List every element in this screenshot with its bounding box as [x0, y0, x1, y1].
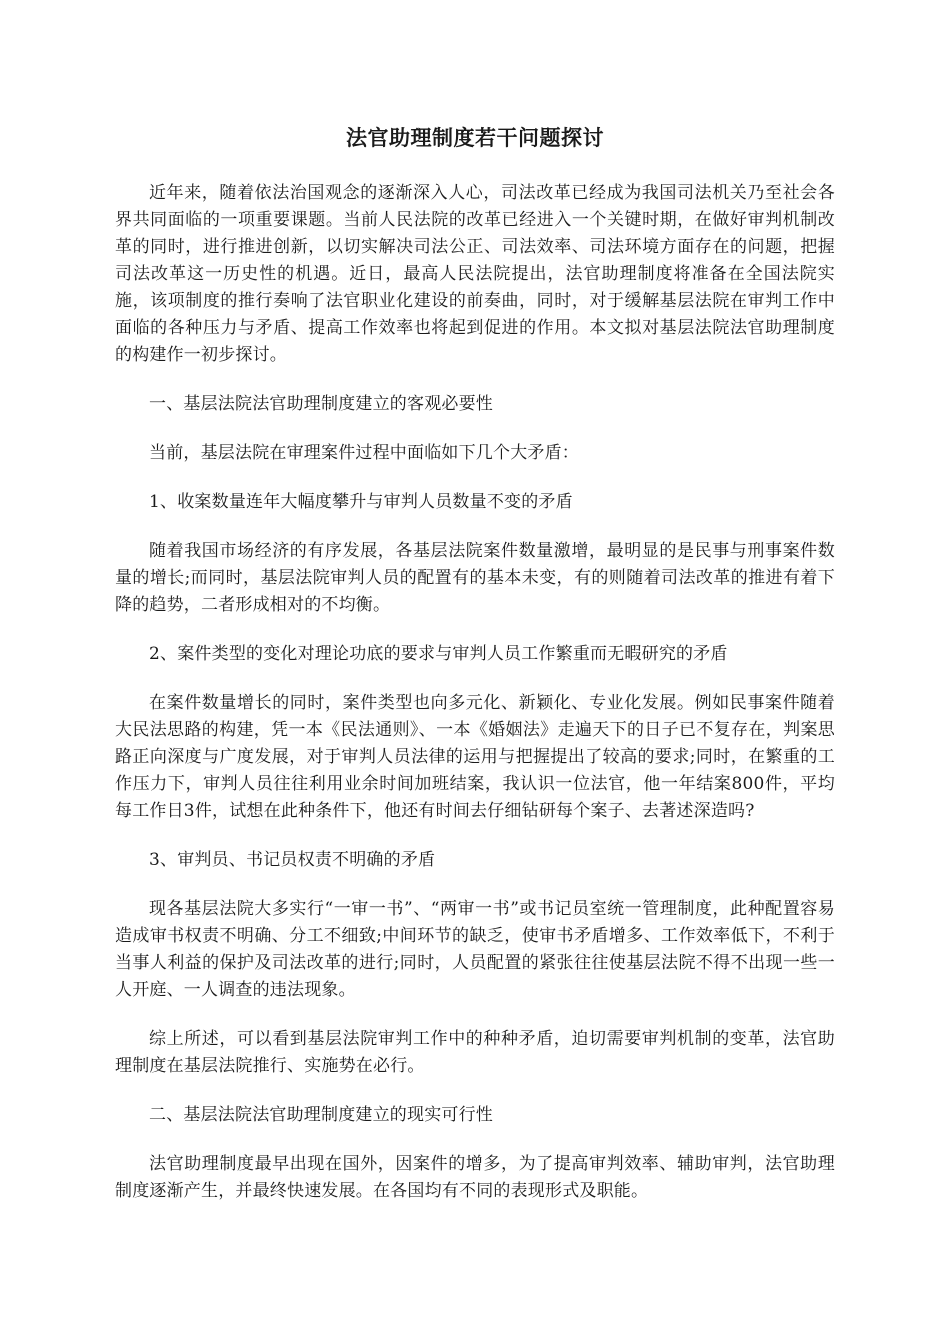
section-heading-1: 一、基层法院法官助理制度建立的客观必要性 [149, 394, 493, 414]
subsection-heading-2: 2、案件类型的变化对理论功底的要求与审判人员工作繁重而无暇研究的矛盾 [149, 644, 728, 664]
document-title: 法官助理制度若干问题探讨 [346, 126, 604, 150]
section-heading-2: 二、基层法院法官助理制度建立的现实可行性 [149, 1105, 493, 1125]
summary-paragraph: 综上所述，可以看到基层法院审判工作中的种种矛盾，迫切需要审判机制的变革，法官助理制度在基层法院推行、实施势在必行。 [115, 1029, 835, 1076]
body-paragraph: 随着我国市场经济的有序发展，各基层法院案件数量激增，最明显的是民事与刑事案件数量的增长;而同时，基层法院审判人员的配置有的基本未变，有的则随着司法改革的推进有着下降的趋势，二者形成相对的不均衡。 [115, 541, 835, 615]
document-body [115, 118, 835, 1227]
body-paragraph: 在案件数量增长的同时，案件类型也向多元化、新颖化、专业化发展。例如民事案件随着大民法思路的构建，凭一本《民法通则》、一本《婚姻法》走遍天下的日子已不复存在，判案思路正向深度与广度发展，对于审判人员法律的运用与把握提出了较高的要求;同时，在繁重的工作压力下，审判人员往往利用业余时间加班结案，我认识一位法官，他一年结案800件，平均每工作日3件，试想在此种条件下，他还有时间去仔细钻研每个案子、去著述深造吗? [115, 693, 835, 821]
intro-paragraph: 近年来，随着依法治国观念的逐渐深入人心，司法改革已经成为我国司法机关乃至社会各界共同面临的一项重要课题。当前人民法院的改革已经进入一个关键时期，在做好审判机制改革的同时，进行推进创新，以切实解决司法公正、司法效率、司法环境方面存在的问题，把握司法改革这一历史性的机遇。近日，最高人民法院提出，法官助理制度将准备在全国法院实施，该项制度的推行奏响了法官职业化建设的前奏曲，同时，对于缓解基层法院在审判工作中面临的各种压力与矛盾、提高工作效率也将起到促进的作用。本文拟对基层法院法官助理制度的构建作一初步探讨。 [115, 183, 835, 365]
body-paragraph: 当前，基层法院在审理案件过程中面临如下几个大矛盾： [149, 443, 579, 463]
body-paragraph: 现各基层法院大多实行“一审一书”、“两审一书”或书记员室统一管理制度，此种配置容易造成审书权责不明确、分工不细致;中间环节的缺乏，使审书矛盾增多、工作效率低下，不利于当事人利益的保护及司法改革的进行;同时，人员配置的紧张往往使基层法院不得不出现一些一人开庭、一人调查的违法现象。 [115, 899, 835, 1000]
subsection-heading-1: 1、收案数量连年大幅度攀升与审判人员数量不变的矛盾 [149, 492, 573, 512]
subsection-heading-3: 3、审判员、书记员权责不明确的矛盾 [149, 850, 436, 870]
body-paragraph: 法官助理制度最早出现在国外，因案件的增多，为了提高审判效率、辅助审判，法官助理制度逐渐产生，并最终快速发展。在各国均有不同的表现形式及职能。 [115, 1154, 835, 1201]
